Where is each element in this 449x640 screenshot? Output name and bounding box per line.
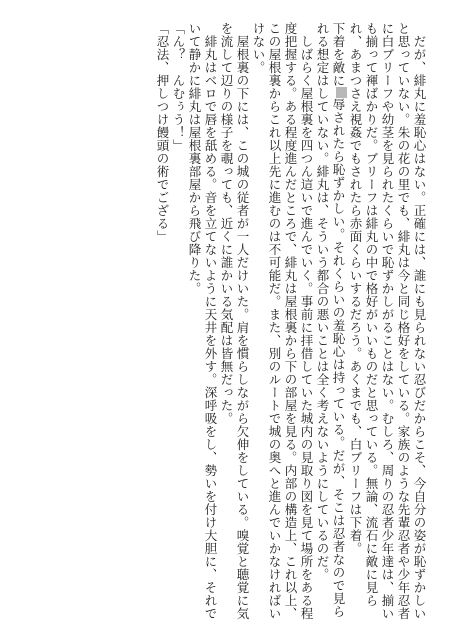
paragraph-2 <box>314 22 347 620</box>
dialogue-1: 「ん？ んむぅう！」 <box>171 22 186 152</box>
paragraph-2-pre: 下着を敵に <box>331 22 346 87</box>
dialogue-2: 「忍法、押しつけ饅頭の術でござる」 <box>155 22 170 243</box>
paragraph-4: 屋根裏の下には、この城の従者が一人だけいた。肩を慣らしながら欠伸をしている。嗅覚と聴覚に気を流して辺りの様子を覗っても、近くに誰かいる気配は皆無だった。 <box>219 22 250 620</box>
paragraph-5: 緋丸はベロで唇を舐める。音を立てないように天井を外す。深呼吸をし、勢いを付け大胆に、それでいて静かに緋丸は屋根裏部屋から飛び降りた。 <box>187 22 218 620</box>
censor-mark <box>336 87 347 98</box>
vertical-text-body <box>17 22 427 620</box>
paragraph-1: だが、緋丸に羞恥心はない。正確には、誰にも見られない忍びだからこそ、今自分の姿が恥ずかしいと思っていない。朱の花の里でも、緋丸は今と同じ格好をしている。家族のような先輩忍者や少年忍者に白ブリーフや幼茎を見られたくらいで恥ずかしがることはない。むしろ、周りの忍者少年達は、揃いも揃って褌ばかりだ。ブリーフは緋丸の中で格好がいいものだと思っている。無論、流石に敵に見られ、あまつさえ視姦でもされたら赤面くらいするだろう。あくまでも、白ブリーフは下着。 <box>348 22 427 620</box>
paragraph-3: しばらく屋根裏を四つん這いで進んでいく。事前に拝借していた城内の見取り図を見て場所をある程度把握する。ある程度進んだところで、緋丸は屋根裏から下の部屋を見る。内部の構造上、これ以上、この屋根裏からこれ以上先に進むのは不可能だ。また、別のルートで城の奥へと進んでいかなければいけない。 <box>251 22 314 620</box>
paragraph-2-post: 辱されたら恥ずかしい。それくらいの羞恥心は持っている。だが、そこは忍者なので見られる想定はしていない。緋丸は、そういう都合の悪いことは全く考えないようにしているのだ。 <box>315 22 346 618</box>
